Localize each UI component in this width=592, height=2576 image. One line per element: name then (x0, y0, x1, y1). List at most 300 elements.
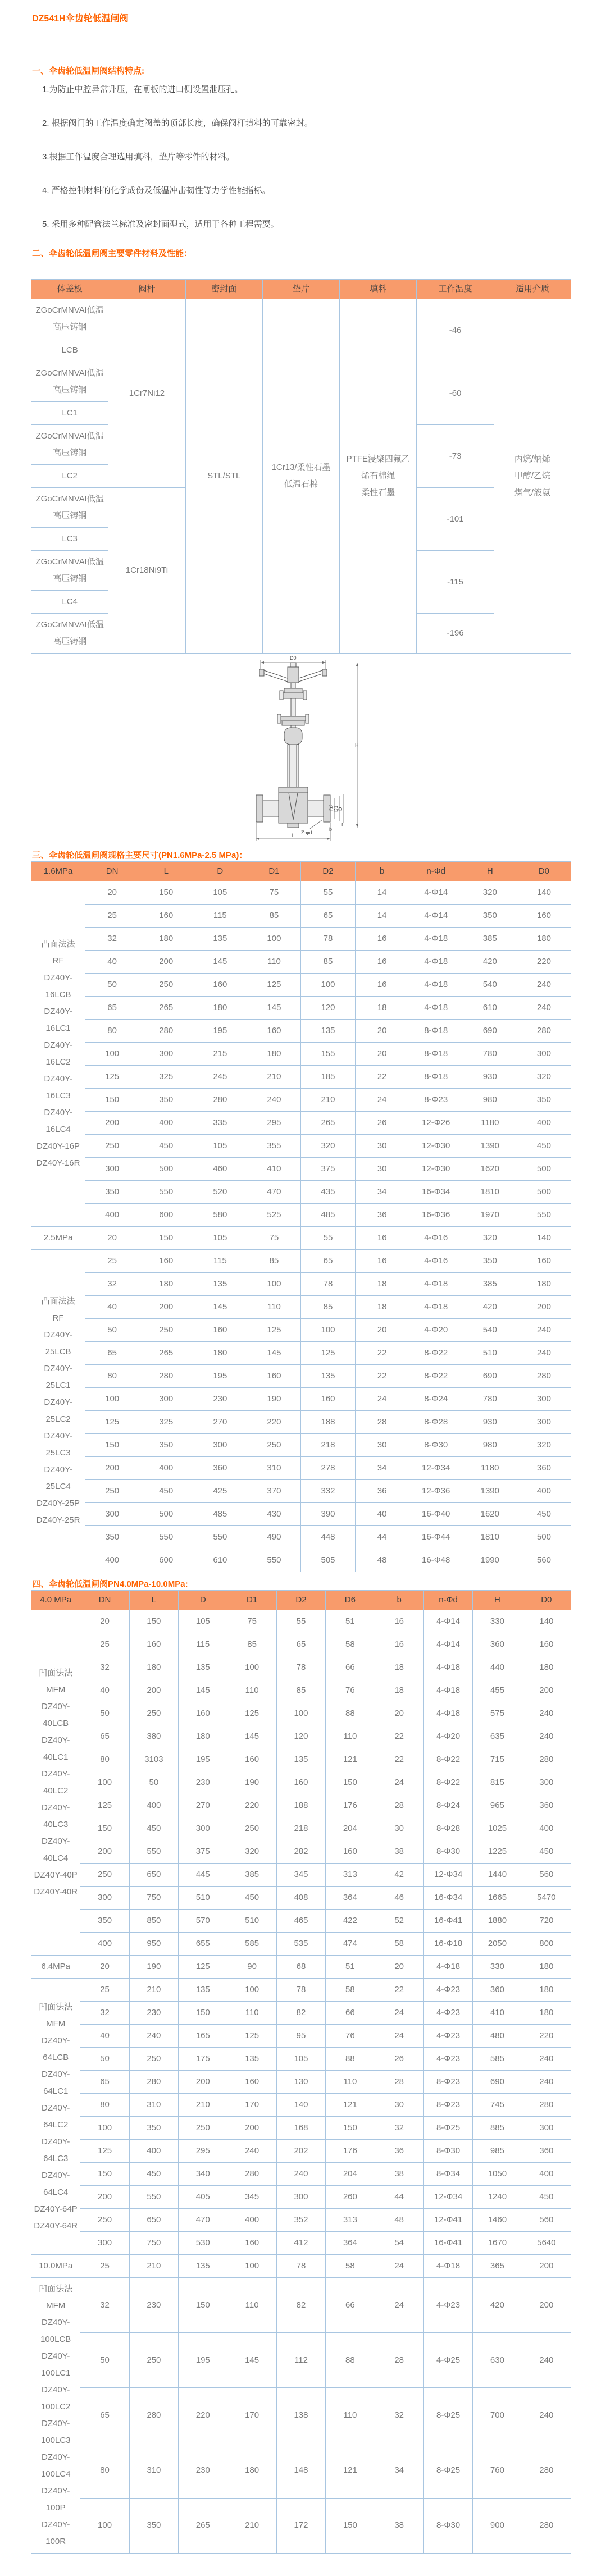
dimension-cell: 465 (276, 1910, 325, 1933)
dimension-cell: 140 (522, 1610, 571, 1633)
dimension-cell: 550 (139, 1526, 193, 1549)
materials-cell: -101 (417, 488, 494, 551)
dimension-cell: 1620 (463, 1158, 517, 1181)
dimension-cell: 1180 (463, 1457, 517, 1480)
dimension-cell: 160 (129, 1633, 178, 1656)
dimension-cell: 1880 (473, 1910, 522, 1933)
dimension-cell: 204 (326, 2163, 375, 2186)
dimension-cell: 560 (517, 1549, 571, 1572)
dimension-cell: 470 (179, 2209, 227, 2232)
pressure-label-cell: 6.4MPa (31, 1956, 80, 1979)
dimension-cell: 82 (276, 2278, 325, 2333)
dimension-cell: 150 (85, 1434, 139, 1457)
dimension-cell: 120 (276, 1725, 325, 1748)
dimension-cell: 405 (179, 2186, 227, 2209)
dimension-cell: 450 (517, 1503, 571, 1526)
table-row (31, 1388, 571, 1411)
dimension-cell: 985 (473, 2140, 522, 2163)
model-list-cell: 凹面法法 MFM DZ40Y- 64LCB DZ40Y- 64LC1 DZ40Y- 64LC2 DZ40Y- 64LC3 DZ40Y- 64LC4 DZ40Y-64P DZ40Y-64R (31, 1979, 80, 2255)
dimension-cell: 180 (522, 1979, 571, 2002)
dimension-cell: 8-Φ25 (423, 2443, 472, 2498)
dimension-cell: 280 (139, 1365, 193, 1388)
dimension-cell: 445 (179, 1864, 227, 1887)
header-cell: D0 (522, 1591, 571, 1610)
dimension-cell: 20 (85, 881, 139, 905)
page (0, 13, 592, 2576)
dimension-cell: 88 (326, 2333, 375, 2388)
dimension-cell: 14 (355, 881, 409, 905)
feature-item: 1.为防止中腔异常升压，在闸板的进口侧设置泄压孔。 (42, 85, 243, 94)
dimension-cell: 100 (227, 1656, 276, 1679)
dimension-cell: 12-Φ34 (423, 2186, 472, 2209)
dimension-cell: 18 (355, 1273, 409, 1296)
product-link[interactable]: 伞齿轮低温闸阀 (65, 14, 129, 24)
dimension-cell: 610 (193, 1549, 247, 1572)
dimension-cell: 78 (276, 1656, 325, 1679)
dimension-cell: 190 (247, 1388, 301, 1411)
table-row (31, 2140, 571, 2163)
dimension-cell: 95 (276, 2025, 325, 2048)
feature-item: 3.根据工作温度合理选用填料，垫片等零件的材料。 (42, 152, 235, 162)
dimension-cell: 220 (517, 951, 571, 974)
dimension-cell: 80 (80, 2094, 129, 2117)
table-row (31, 2048, 571, 2071)
dimension-cell: 200 (517, 1296, 571, 1319)
dimension-cell: 105 (179, 1610, 227, 1633)
dimension-cell: 350 (129, 2117, 178, 2140)
dimension-cell: 364 (326, 1887, 375, 1910)
dimension-cell: 195 (179, 2333, 227, 2388)
table-row (31, 974, 571, 997)
dimension-cell: 75 (247, 1227, 301, 1250)
dimension-cell: 125 (247, 974, 301, 997)
dimension-cell: 100 (301, 1319, 355, 1342)
table-row (31, 1112, 571, 1135)
dimension-cell: 100 (227, 2255, 276, 2278)
dimension-cell: 4-Φ20 (409, 1319, 463, 1342)
dimension-cell: 200 (80, 1840, 129, 1864)
dimension-cell: 780 (463, 1388, 517, 1411)
dimension-cell: 4-Φ23 (423, 2025, 472, 2048)
materials-cell: -46 (417, 299, 494, 362)
dimension-cell: 22 (355, 1365, 409, 1388)
dimension-cell: 635 (473, 1725, 522, 1748)
product-code: DZ541H (32, 14, 66, 24)
dimension-cell: 8-Φ28 (409, 1411, 463, 1434)
dimension-cell: 650 (129, 1864, 178, 1887)
dimension-cell: 88 (326, 2048, 375, 2071)
dimension-cell: 24 (355, 1089, 409, 1112)
dimension-cell: 16-Φ41 (423, 1910, 472, 1933)
dimension-cell: 25 (80, 1633, 129, 1656)
dimension-cell: 42 (375, 1864, 423, 1887)
dimension-cell: 364 (326, 2232, 375, 2255)
header-cell: H (463, 862, 517, 881)
dimension-cell: 110 (227, 2002, 276, 2025)
dimension-cell: 160 (193, 1319, 247, 1342)
dimension-cell: 400 (85, 1549, 139, 1572)
dimension-cell: 8-Φ30 (409, 1434, 463, 1457)
dimension-cell: 100 (247, 928, 301, 951)
dimension-cell: 210 (301, 1089, 355, 1112)
dimension-cell: 200 (129, 1679, 178, 1702)
table-row (31, 2278, 571, 2333)
dimension-cell: 140 (276, 2094, 325, 2117)
materials-cell: 1Cr7Ni12 (108, 299, 185, 488)
table-row (31, 1633, 571, 1656)
dimension-cell: 4-Φ14 (423, 1633, 472, 1656)
dimension-cell: 100 (85, 1388, 139, 1411)
dimension-cell: 535 (276, 1933, 325, 1956)
materials-cell: LC1 (31, 402, 108, 425)
header-cell: n-Φd (423, 1591, 472, 1610)
dimension-cell: 230 (179, 2443, 227, 2498)
dimension-cell: 448 (301, 1526, 355, 1549)
dimension-cell: 240 (517, 1319, 571, 1342)
dimension-cell: 240 (522, 2388, 571, 2443)
dimension-cell: 4-Φ23 (423, 2278, 472, 2333)
dimension-cell: 50 (80, 1702, 129, 1725)
table-row (31, 1204, 571, 1227)
dimension-cell: 8-Φ30 (423, 1840, 472, 1864)
dimension-cell: 230 (179, 1771, 227, 1794)
dimension-cell: 400 (85, 1204, 139, 1227)
dimension-cell: 300 (517, 1388, 571, 1411)
materials-cell: -115 (417, 551, 494, 614)
dimension-cell: 585 (227, 1933, 276, 1956)
dimension-cell: 8-Φ18 (409, 1066, 463, 1089)
table-row (31, 1319, 571, 1342)
dimension-cell: 240 (129, 2025, 178, 2048)
dim-label-l: L (292, 833, 295, 838)
dimension-cell: 125 (85, 1066, 139, 1089)
dimension-cell: 5640 (522, 2232, 571, 2255)
dimension-cell: 250 (85, 1135, 139, 1158)
table-row (31, 1273, 571, 1296)
dimension-cell: 280 (193, 1089, 247, 1112)
dimension-cell: 24 (375, 1771, 423, 1794)
dimension-cell: 450 (129, 2163, 178, 2186)
dimension-cell: 4-Φ14 (409, 881, 463, 905)
dimension-cell: 32 (375, 2388, 423, 2443)
dimension-cell: 176 (326, 1794, 375, 1817)
dimension-cell: 34 (355, 1457, 409, 1480)
dimension-cell: 20 (355, 1020, 409, 1043)
dimension-cell: 140 (517, 1227, 571, 1250)
dimension-cell: 200 (139, 1296, 193, 1319)
dimension-cell: 180 (247, 1043, 301, 1066)
dimension-cell: 470 (247, 1181, 301, 1204)
dimension-cell: 410 (247, 1158, 301, 1181)
dimension-cell: 450 (227, 1887, 276, 1910)
dimension-cell: 160 (227, 1748, 276, 1771)
table-row (31, 1725, 571, 1748)
dimension-cell: 4-Φ18 (409, 951, 463, 974)
table-row (31, 2443, 571, 2498)
dimension-cell: 600 (139, 1549, 193, 1572)
dimension-cell: 250 (85, 1480, 139, 1503)
header-cell: D0 (517, 862, 571, 881)
pressure-label-cell: 10.0MPa (31, 2255, 80, 2278)
dimension-cell: 135 (179, 1656, 227, 1679)
dimension-cell: 160 (247, 1020, 301, 1043)
dimension-cell: 780 (463, 1043, 517, 1066)
dimension-cell: 20 (80, 1956, 129, 1979)
dimension-cell: 350 (463, 905, 517, 928)
dimension-cell: 250 (139, 1319, 193, 1342)
table-row (31, 1956, 571, 1979)
dimension-cell: 1810 (463, 1526, 517, 1549)
dimension-cell: 375 (179, 1840, 227, 1864)
dimension-cell: 550 (247, 1549, 301, 1572)
dimension-cell: 375 (301, 1158, 355, 1181)
dimension-cell: 265 (179, 2498, 227, 2553)
dimension-cell: 30 (375, 2094, 423, 2117)
table-row (31, 2388, 571, 2443)
dimension-cell: 220 (179, 2388, 227, 2443)
dimension-cell: 110 (227, 2278, 276, 2333)
dimension-cell: 110 (326, 1725, 375, 1748)
dimension-cell: 8-Φ18 (409, 1020, 463, 1043)
dimension-cell: 550 (129, 1840, 178, 1864)
section-heading-2: 二、伞齿轮低温闸阀主要零件材料及性能： (32, 249, 193, 258)
materials-cell: -60 (417, 362, 494, 425)
dimension-cell: 180 (129, 1656, 178, 1679)
table-row (31, 299, 571, 339)
dimension-cell: 150 (85, 1089, 139, 1112)
dims-table-2-head (31, 1591, 571, 1610)
dimension-cell: 40 (85, 1296, 139, 1319)
dimension-cell: 450 (139, 1480, 193, 1503)
dimension-cell: 200 (522, 2255, 571, 2278)
dimension-cell: 180 (227, 2443, 276, 2498)
dimension-cell: 400 (517, 1112, 571, 1135)
dimension-cell: 240 (227, 2140, 276, 2163)
dimension-cell: 310 (247, 1457, 301, 1480)
dimension-cell: 20 (355, 1319, 409, 1342)
dimension-cell: 185 (301, 1066, 355, 1089)
dims-table-pn16-25 (31, 861, 571, 1572)
dimension-cell: 75 (247, 881, 301, 905)
dimension-cell: 32 (85, 1273, 139, 1296)
dimension-cell: 22 (375, 1725, 423, 1748)
table-row (31, 1227, 571, 1250)
table-row (31, 1135, 571, 1158)
dimension-cell: 78 (276, 1979, 325, 2002)
materials-cell: 1Cr13/柔性石墨 低温石棉 (262, 299, 339, 654)
dimension-cell: 280 (522, 2443, 571, 2498)
dimension-cell: 38 (375, 2163, 423, 2186)
materials-cell: ZGoCrMNVAI低温 高压铸钢 (31, 425, 108, 465)
table-row (31, 1679, 571, 1702)
dimension-cell: 48 (375, 2209, 423, 2232)
dimension-cell: 1240 (473, 2186, 522, 2209)
dimension-cell: 14 (355, 905, 409, 928)
dimension-cell: 720 (522, 1910, 571, 1933)
dimension-cell: 460 (193, 1158, 247, 1181)
dimension-cell: 150 (139, 881, 193, 905)
dimension-cell: 265 (139, 1342, 193, 1365)
dimension-cell: 715 (473, 1748, 522, 1771)
dimension-cell: 36 (355, 1204, 409, 1227)
dimension-cell: 980 (463, 1434, 517, 1457)
dimension-cell: 65 (85, 1342, 139, 1365)
dimension-cell: 100 (276, 1702, 325, 1725)
dimension-cell: 195 (193, 1365, 247, 1388)
dimension-cell: 505 (301, 1549, 355, 1572)
dimension-cell: 310 (129, 2094, 178, 2117)
dimension-cell: 800 (522, 1933, 571, 1956)
dimension-cell: 250 (80, 1864, 129, 1887)
section-heading-4: 四、伞齿轮低温闸阀PN4.0MPa-10.0MPa: (32, 1579, 188, 1589)
dimension-cell: 245 (193, 1066, 247, 1089)
dimension-cell: 110 (247, 951, 301, 974)
dim-label-d2: D2 (329, 804, 334, 811)
dimension-cell: 600 (139, 1204, 193, 1227)
dimension-cell: 32 (375, 2117, 423, 2140)
dimension-cell: 130 (276, 2071, 325, 2094)
dimension-cell: 22 (375, 1748, 423, 1771)
dimension-cell: 150 (326, 1771, 375, 1794)
dimension-cell: 1225 (473, 1840, 522, 1864)
dimension-cell: 40 (85, 951, 139, 974)
dimension-cell: 850 (129, 1910, 178, 1933)
dimension-cell: 34 (375, 2443, 423, 2498)
dimension-cell: 240 (522, 1725, 571, 1748)
dimension-cell: 1025 (473, 1817, 522, 1840)
materials-cell: ZGoCrMNVAI低温 高压铸钢 (31, 614, 108, 654)
dimension-cell: 150 (326, 2117, 375, 2140)
dimension-cell: 218 (276, 1817, 325, 1840)
dimension-cell: 180 (517, 928, 571, 951)
dimension-cell: 125 (227, 2025, 276, 2048)
dimension-cell: 530 (179, 2232, 227, 2255)
dimension-cell: 65 (80, 1725, 129, 1748)
dimension-cell: 345 (227, 2186, 276, 2209)
dimension-cell: 360 (522, 2140, 571, 2163)
dimension-cell: 100 (301, 974, 355, 997)
dimension-cell: 8-Φ30 (423, 2498, 472, 2553)
dimension-cell: 121 (326, 1748, 375, 1771)
dimension-cell: 175 (179, 2048, 227, 2071)
dimension-cell: 160 (326, 1840, 375, 1864)
dimension-cell: 160 (522, 1633, 571, 1656)
dimension-cell: 50 (80, 2048, 129, 2071)
dims-table-1-head (31, 862, 571, 881)
table-row (31, 1656, 571, 1679)
dimension-cell: 210 (129, 2255, 178, 2278)
dimension-cell: 125 (85, 1411, 139, 1434)
dimension-cell: 51 (326, 1956, 375, 1979)
dimension-cell: 160 (179, 1702, 227, 1725)
dimension-cell: 210 (227, 2498, 276, 2553)
dimension-cell: 36 (375, 2140, 423, 2163)
dimension-cell: 145 (193, 1296, 247, 1319)
dimension-cell: 240 (522, 2333, 571, 2388)
dimension-cell: 170 (227, 2388, 276, 2443)
dimension-cell: 4-Φ23 (423, 1979, 472, 2002)
dimension-cell: 85 (301, 951, 355, 974)
table-row (31, 1526, 571, 1549)
dimension-cell: 20 (375, 1702, 423, 1725)
dimension-cell: 18 (355, 997, 409, 1020)
dimension-cell: 5470 (522, 1887, 571, 1910)
dimension-cell: 160 (301, 1388, 355, 1411)
header-cell: DN (85, 862, 139, 881)
dimension-cell: 332 (301, 1480, 355, 1503)
dimension-cell: 28 (355, 1411, 409, 1434)
materials-cell: 1Cr18Ni9Ti (108, 488, 185, 654)
dimension-cell: 300 (80, 2232, 129, 2255)
dimension-cell: 38 (375, 1840, 423, 1864)
materials-cell: ZGoCrMNVAI低温 高压铸钢 (31, 362, 108, 402)
dimension-cell: 58 (326, 1633, 375, 1656)
dimension-cell: 78 (301, 928, 355, 951)
dimension-cell: 55 (301, 1227, 355, 1250)
table-row (31, 1840, 571, 1864)
dimension-cell: 240 (517, 1342, 571, 1365)
dimension-cell: 295 (247, 1112, 301, 1135)
materials-cell: LCB (31, 339, 108, 362)
dimension-cell: 4-Φ18 (423, 1656, 472, 1679)
dimension-cell: 125 (179, 1956, 227, 1979)
materials-cell: LC4 (31, 591, 108, 614)
dimension-cell: 240 (522, 2071, 571, 2094)
dimension-cell: 66 (326, 1656, 375, 1679)
dimension-cell: 44 (355, 1526, 409, 1549)
dimension-cell: 100 (80, 2498, 129, 2553)
dimension-cell: 690 (463, 1020, 517, 1043)
dimension-cell: 105 (193, 881, 247, 905)
dimension-cell: 200 (80, 2186, 129, 2209)
dimension-cell: 65 (301, 905, 355, 928)
dimension-cell: 4-Φ14 (423, 1610, 472, 1633)
header-cell: L (129, 1591, 178, 1610)
dimension-cell: 32 (80, 1656, 129, 1679)
dimension-cell: 125 (301, 1342, 355, 1365)
dimension-cell: 240 (517, 974, 571, 997)
dimension-cell: 350 (139, 1434, 193, 1457)
table-row (31, 928, 571, 951)
dimension-cell: 570 (179, 1910, 227, 1933)
dimension-cell: 8-Φ22 (423, 1748, 472, 1771)
dim-label-f: f (341, 822, 343, 828)
table-row (31, 1434, 571, 1457)
dimension-cell: 8-Φ23 (423, 2071, 472, 2094)
dimension-cell: 400 (80, 1933, 129, 1956)
dimension-cell: 8-Φ34 (423, 2163, 472, 2186)
materials-cell: ZGoCrMNVAI低温 高压铸钢 (31, 299, 108, 339)
dimension-cell: 400 (139, 1457, 193, 1480)
dimension-cell: 30 (355, 1158, 409, 1181)
dimension-cell: 230 (129, 2278, 178, 2333)
dimension-cell: 150 (129, 1610, 178, 1633)
dimension-cell: 485 (193, 1503, 247, 1526)
dimension-cell: 300 (522, 2117, 571, 2140)
dimension-cell: 8-Φ18 (409, 1043, 463, 1066)
dimension-cell: 4-Φ14 (409, 905, 463, 928)
dimension-cell: 135 (179, 1979, 227, 2002)
dimension-cell: 450 (522, 1840, 571, 1864)
dimension-cell: 115 (179, 1633, 227, 1656)
dimension-cell: 420 (473, 2278, 522, 2333)
dimension-cell: 265 (139, 997, 193, 1020)
dimension-cell: 400 (522, 2163, 571, 2186)
header-cell: 填料 (340, 280, 417, 299)
dimension-cell: 8-Φ25 (423, 2388, 472, 2443)
dimension-cell: 110 (326, 2071, 375, 2094)
dimension-cell: 25 (85, 905, 139, 928)
